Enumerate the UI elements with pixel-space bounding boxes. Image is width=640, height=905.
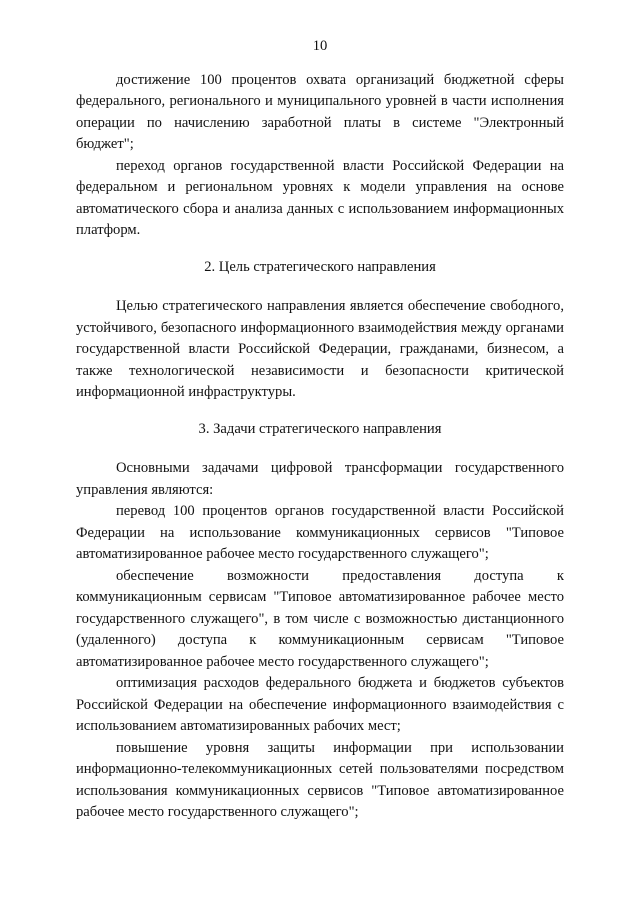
section-heading: 2. Цель стратегического направления [204, 258, 436, 275]
page-number: 10 [312, 38, 328, 54]
paragraph: достижение 100 процентов охвата организаций бюджетной сферы федерального, регионального и муниципального уровней в части исполнения операции по начислению заработной платы в системе "Электронный бюджет"; [76, 71, 564, 152]
section-heading: 3. Задачи стратегического направления [198, 420, 442, 437]
paragraph: переход органов государственной власти Российской Федерации на федеральном и региональном уровнях к модели управления на основе автоматического сбора и анализа данных с использованием информационных платформ. [76, 157, 564, 238]
paragraph: Основными задачами цифровой трансформации государственного управления являются: [76, 460, 564, 498]
paragraph: обеспечение возможности предоставления доступа к коммуникационным сервисам "Типовое автоматизированное рабочее место государственного служащего", в том числе с возможностью дистанционного (удаленного) доступа к коммуникационным сервисам "Типовое автоматизированное рабочее место государственного служащего"; [76, 567, 564, 670]
document-page [76, 36, 564, 824]
paragraph: перевод 100 процентов органов государственной власти Российской Федерации на использование коммуникационных сервисов "Типовое автоматизированное рабочее место государственного служащего"; [76, 503, 564, 562]
paragraph: Целью стратегического направления является обеспечение свободного, устойчивого, безопасного информационного взаимодействия между органами государственной власти Российской Федерации, гражданами, бизнесом, а также технологической независимости и безопасности критической информационной инфраструктуры. [76, 298, 564, 400]
paragraph: повышение уровня защиты информации при использовании информационно-телекоммуникационных сетей пользователями посредством использования коммуникационных сервисов "Типовое автоматизированное рабочее место государственного служащего"; [76, 739, 564, 820]
paragraph: оптимизация расходов федерального бюджета и бюджетов субъектов Российской Федерации на обеспечение информационного взаимодействия с использованием автоматизированных рабочих мест; [76, 675, 564, 734]
